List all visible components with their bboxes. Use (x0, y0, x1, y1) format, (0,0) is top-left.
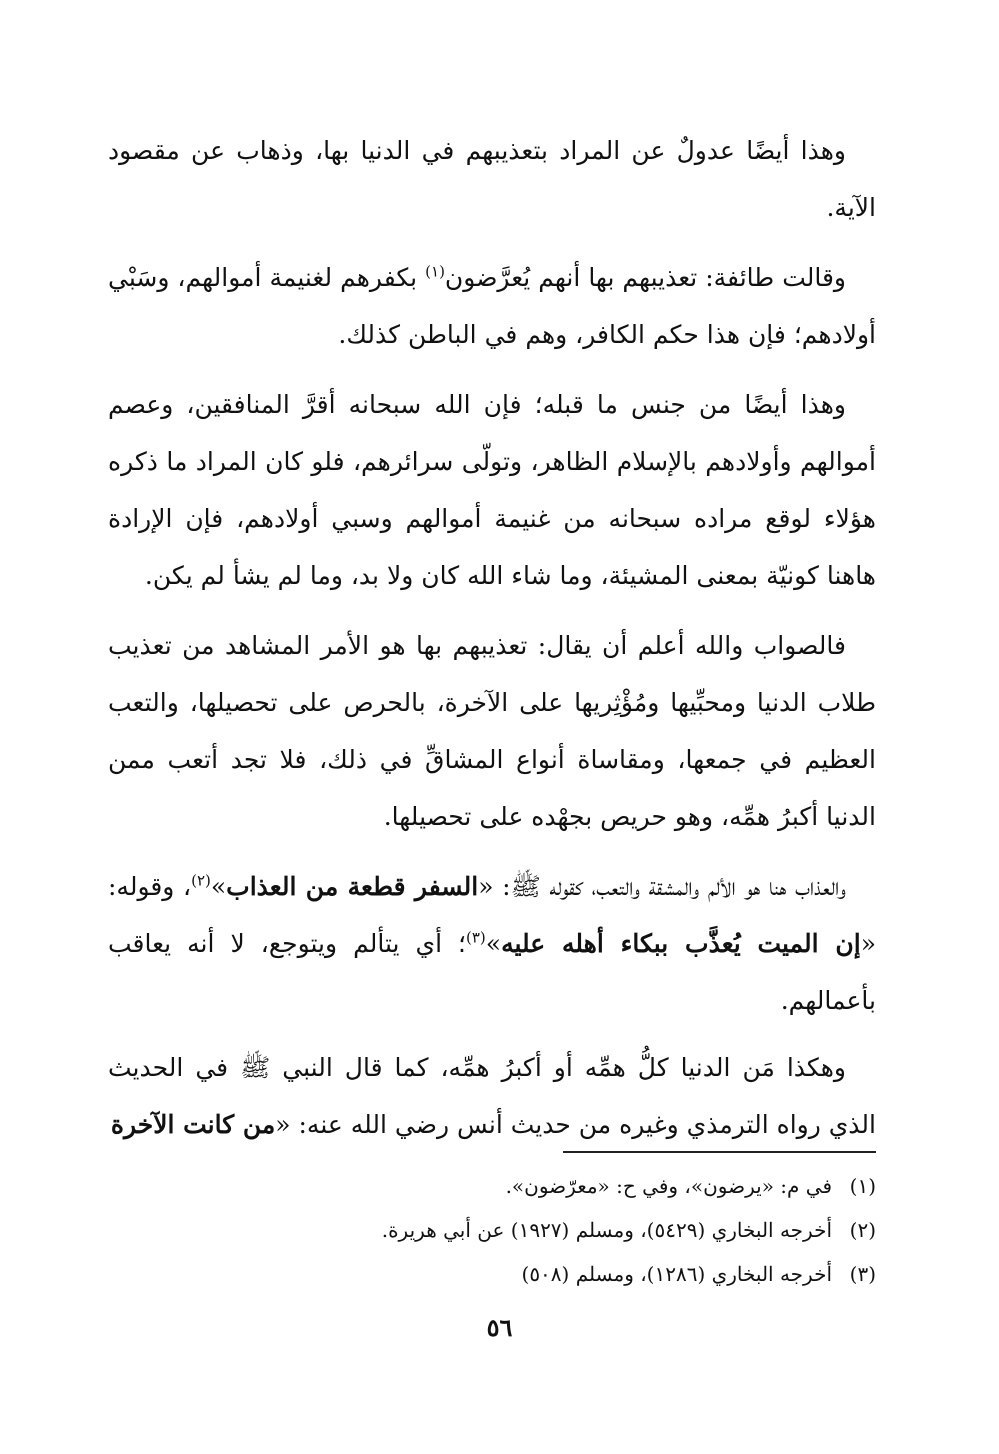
footnote-number: (٢) (849, 1218, 876, 1242)
footnote-divider (563, 1151, 876, 1153)
footnote-item (108, 1252, 876, 1296)
paragraph-1-text: وهذا أيضًا عدولٌ عن المراد بتعذيبهم في الدنيا بها، وذهاب عن مقصود الآية. (108, 136, 876, 222)
hadith-quote-2: إن الميت يُعذَّب ببكاء أهله عليه (501, 929, 861, 958)
quote-close-1: » (210, 872, 227, 901)
main-text (108, 122, 876, 1166)
footnote-text: في م: «يرضون»، وفي ح: «معرّضون». (505, 1174, 832, 1198)
paragraph-1 (108, 122, 876, 236)
paragraph-3 (108, 376, 876, 604)
footnote-number: (٣) (849, 1262, 876, 1286)
footnote-item (108, 1208, 876, 1252)
footnote-ref-3: (٣) (466, 928, 486, 947)
paragraph-6-text-a: وهكذا مَن الدنيا كلُّ همِّه أو أكبرُ همِّه، كما قال النبي ﷺ في الحديث الذي رواه الترمذي وغيره من حديث أنس رضي الله عنه: « (108, 1053, 876, 1139)
quote-close-2: » (485, 929, 502, 958)
paragraph-5-text-a: والعذاب هنا هو الألم والمشقة والتعب، كقوله ﷺ: « (478, 872, 846, 901)
footnote-number: (١) (849, 1174, 876, 1198)
footnote-text: أخرجه البخاري (٥٤٢٩)، ومسلم (١٩٢٧) عن أبي هريرة. (381, 1218, 832, 1242)
footnote-ref-1: (١) (425, 262, 445, 281)
paragraph-2-text-b: بكفرهم لغنيمة أموالهم، وسَبْي أولادهم؛ فإن هذا حكم الكافر، وهم في الباطن كذلك. (108, 263, 876, 349)
footnotes (108, 1164, 876, 1296)
paragraph-5 (108, 858, 876, 1029)
paragraph-4-text: فالصواب والله أعلم أن يقال: تعذيبهم بها هو الأمر المشاهد من تعذيب طلاب الدنيا ومحبِّيها ومُؤْثِريها على الآخرة، بالحرص على تحصيلها، والتعب العظيم في جمعها، ومقاساة أنواع المشاقِّ في ذلك، فلا تجد أتعب ممن الدنيا أكبرُ همِّه، وهو حريص بجهْده على تحصيلها. (108, 631, 876, 831)
paragraph-2-text-a: وقالت طائفة: تعذيبهم بها أنهم يُعرَّضون (444, 263, 846, 292)
paragraph-3-text: وهذا أيضًا من جنس ما قبله؛ فإن الله سبحانه أقرَّ المنافقين، وعصم أموالهم وأولادهم بالإسلام الظاهر، وتولّى سرائرهم، فلو كان المراد ما ذكره هؤلاء لوقع مراده سبحانه من غنيمة أموالهم وسبي أولادهم، فإن الإرادة هاهنا كونيّة بمعنى المشيئة، وما شاء الله كان ولا بد، وما لم يشأ لم يكن. (108, 390, 876, 590)
paragraph-4 (108, 617, 876, 845)
paragraph-6 (108, 1039, 876, 1153)
paragraph-5-text-d: ، وقوله: « (108, 872, 876, 958)
hadith-quote-1: السفر قطعة من العذاب (226, 872, 479, 901)
paragraph-5-text-f: ؛ أي يتألم ويتوجع، لا أنه يعاقب بأعمالهم. (108, 929, 876, 1015)
paragraph-2 (108, 249, 876, 363)
footnote-ref-2: (٢) (191, 871, 211, 890)
footnote-text: أخرجه البخاري (١٢٨٦)، ومسلم (٥٠٨) (521, 1262, 832, 1286)
hadith-quote-3: من كانت الآخرة (110, 1110, 276, 1139)
footnote-item (108, 1164, 876, 1208)
page-number: ٥٦ (486, 1313, 513, 1342)
